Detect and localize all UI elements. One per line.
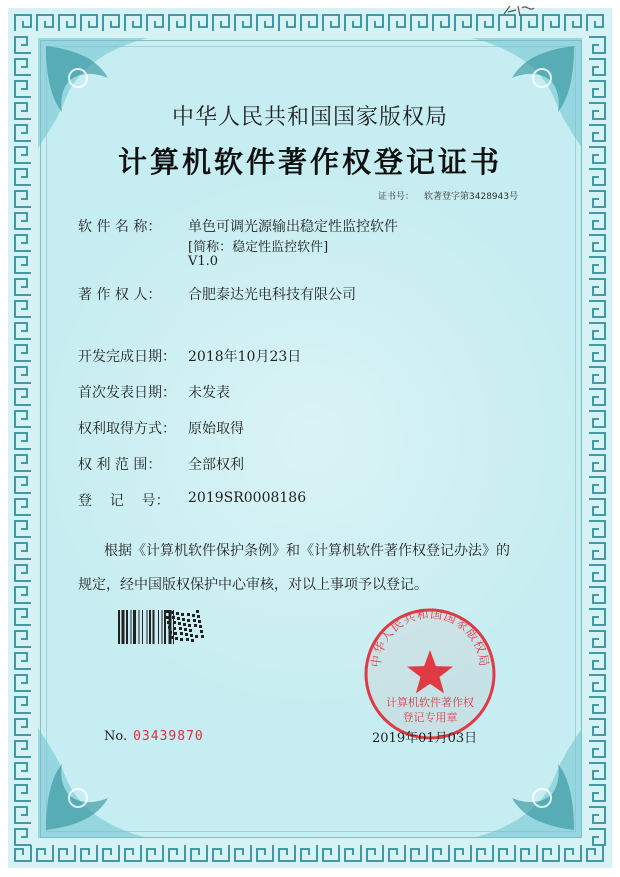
acquire-method-label: 权利取得方式： (78, 421, 176, 437)
barcode-icon (118, 610, 206, 644)
completion-date-label: 开发完成日期： (78, 349, 176, 365)
short-name: [简称：稳定性监控软件] (188, 240, 329, 255)
corner-ornament-icon (472, 728, 582, 838)
seal-line-1: 计算机软件著作权 (386, 696, 474, 709)
certificate-page (8, 8, 612, 868)
certificate-number (378, 189, 528, 202)
registration-number: 2019SR0008186 (188, 490, 307, 506)
certificate-number-label: 证书号： (378, 192, 415, 202)
serial-label: No. (104, 729, 128, 744)
handwritten-mark-icon (500, 2, 540, 20)
acquire-method: 原始取得 (188, 421, 244, 437)
publish-date: 未发表 (188, 385, 230, 401)
corner-ornament-icon (472, 38, 582, 148)
seal-line-2: 登记专用章 (402, 711, 458, 724)
certificate-number-value: 软著登字第3428943号 (424, 192, 519, 202)
certificate-title: 计算机软件著作权登记证书 (117, 145, 502, 179)
version: V1.0 (188, 254, 219, 269)
paragraph-line-1: 根据《计算机软件保护条例》和《计算机软件著作权登记办法》的 (104, 543, 510, 559)
software-name: 单色可调光源输出稳定性监控软件 (188, 219, 398, 235)
issue-date: 2019年01月03日 (372, 731, 478, 746)
corner-ornament-icon (38, 728, 148, 838)
serial-value: 03439870 (133, 729, 204, 744)
completion-date: 2018年10月23日 (188, 349, 302, 365)
owner-label: 著 作 权 人： (78, 287, 162, 303)
registration-number-label: 登 记 号： (78, 493, 170, 509)
paragraph-line-2: 规定，经中国版权保护中心审核，对以上事项予以登记。 (78, 577, 428, 593)
issuer-title: 中华人民共和国国家版权局 (171, 105, 448, 130)
rights-scope-label: 权 利 范 围： (78, 457, 162, 473)
software-name-label: 软 件 名 称： (78, 219, 162, 235)
serial-number (104, 729, 204, 744)
official-seal-icon (360, 604, 500, 744)
rights-scope: 全部权利 (188, 457, 244, 473)
seal-arc-text: 中华人民共和国国家版权局 (368, 606, 492, 669)
owner: 合肥泰达光电科技有限公司 (188, 287, 356, 303)
corner-ornament-icon (38, 38, 148, 148)
publish-date-label: 首次发表日期： (78, 385, 176, 401)
